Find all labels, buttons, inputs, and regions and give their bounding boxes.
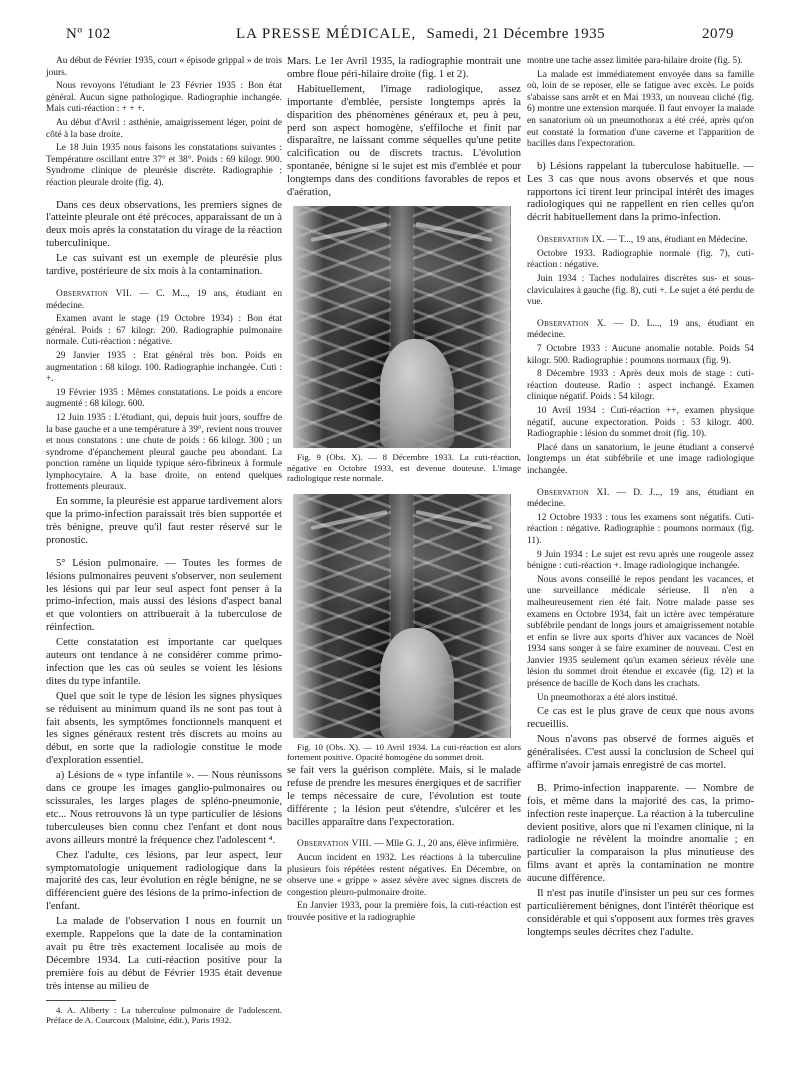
observation-subject: — D. L..., 19 ans, étudiant en médecine. [527,318,755,341]
paragraph: Chez l'adulte, ces lésions, par leur aspect, leur symptomatologie uniquement radiologique dans la majorité des cas, leur évolution en règle bénigne, ne se différencient guère des lésions de la primo-infection de l'enfant. [46,849,282,913]
xray-figure-10 [293,494,511,738]
observation-entry: 12 Octobre 1933 : tous les examens sont négatifs. Cuti-réaction : négative. Radiographie : poumons normaux (fig. 11). [527,512,754,546]
page-number: 2079 [702,26,734,42]
observation-heading [527,319,754,342]
paragraph: Nous n'avons pas observé de formes aiguës et généralisées. C'est aussi la conclusion de Scheel qui affirme n'avoir jamais enregistré de cas mortel. [527,734,754,771]
observation-entry: 8 Décembre 1933 : Après deux mois de stage : cuti-réaction douteuse. Radio : aspect inchangé. Examen clinique négatif. Poids : 54 kilogr. [527,369,754,403]
observation-entry: Aucun incident en 1932. Les réactions à la tuberculine plusieurs fois répétées restent négatives. En Décembre, on observe une « grippe » assez sévère avec signes discrets de congestion pleuro-pulmonaire droite. [287,853,521,898]
section-paragraph: B. Primo-infection inapparente. — Nombre de fois, et même dans la majorité des cas, la primo-infection reste inaperçue. La réaction à la tuberculine devient positive, alors que ni l'examen clinique, ni la radiologie ne révèlent la moindre anomalie ; en particulier la comparaison la plus minutieuse des films avant et après la contamination ne montre aucune différence. [527,782,754,885]
observation-entry: Placé dans un sanatorium, le jeune étudiant a conservé longtemps un état subfébrile et une image radiologique inchangée. [527,442,754,476]
observation-entry: 7 Octobre 1933 : Aucune anomalie notable. Poids 54 kilogr. 500. Radiographie : poumons normaux (fig. 9). [527,344,754,366]
footnote: 4. A. Aliberty : La tuberculose pulmonaire de l'adolescent. Préface de A. Courcoux (Maloine, édit.), Paris 1932. [46,1004,282,1026]
left-column [46,56,282,1028]
observation-subject: — D. J..., 19 ans, étudiant en médecine. [527,487,754,510]
paragraph: La malade de l'observation I nous en fournit un exemple. Rappelons que la date de la contamination avait pu être très exactement localisée au mois de Décembre 1934. La cuti-réaction positive pour la première fois au début de Février 1935 était devenue très intense au milieu de [46,916,282,992]
observation-entry: Un pneumothorax a été alors institué. [537,692,678,703]
paragraph: Au début d'Avril : asthénie, amaigrissement léger, point de côté à la base droite. [46,117,282,140]
paragraph: Ce cas est le plus grave de ceux que nous avons recueillis. [527,706,754,731]
paragraph: Quel que soit le type de lésion les signes physiques se réduisent au minimum quand ils ne sont pas tout à fait absents, les symptômes fonctionnels manquent et les signes généraux restent très discrets au moins au début, en sorte que la radiologie constitue le mode d'exploration essentiel. [46,690,282,767]
journal-title-line [236,26,605,43]
paragraph: Nous revoyons l'étudiant le 23 Février 1935 : Bon état général. Aucun signe pathologique. Radiographie inchangée. Mais cuti-réaction : + + +. [46,81,282,115]
observation-label: Observation IX. [537,235,605,246]
issue-date: Samedi, 21 Décembre 1935 [426,26,606,42]
observation-heading [527,235,754,247]
footnote-rule [46,1000,116,1001]
observation-entry: 12 Juin 1935 : L'étudiant, qui, depuis huit jours, souffre de la base gauche et a une température à 39°, revient nous trouver et nous constatons : une chute de poids : 66 kilogr. 300 ; un syndrome d'épanchement pleural gauche peu abondant. La ponction ramène un liquide typique séro-fibrineux à formule lymphocytaire. A la base droite, on entend quelques frottements pleuraux. [46,412,282,493]
xray-figure-9 [293,206,511,448]
section-paragraph: 5° Lésion pulmonaire. — Toutes les formes de lésions pulmonaires peuvent s'observer, non seulement les lésions qui par leur seul aspect font penser à la primo-infection, mais aussi des lésions d'aspect banal et que volontiers on attribuerait à la tuberculose de réinfection. [46,557,282,634]
observation-label: Observation XI. [537,487,610,498]
observation-entry: Nous avons conseillé le repos pendant les vacances, et une surveillance médicale sérieuse. Il n'en a malheureusement rien été fait. Notre malade passe ses examens en Octobre 1934, fait un ictère avec température subfébrile pendant de longs jours et amaigrissement notable et enfin se livre aux sports d'hiver aux vacances de Noël 1934 sans songer à se faire examiner de nouveau. C'est en Janvier 1935 seulement qu'un examen sérieux révèle une lésion du sommet droit étendue et excavée (fig. 12) et la présence de bacille de Koch dans les crachats. [527,574,754,690]
observation-entry: En Janvier 1933, pour la première fois, la cuti-réaction est trouvée positive et la radiographie [287,901,521,924]
paragraph: Le cas suivant est un exemple de pleurésie plus tardive, postérieure de six mois à la contamination. [46,253,282,278]
observation-heading [46,289,282,312]
observation-entry: 19 Février 1935 : Mêmes constatations. Le poids a encore augmenté : 68 kilogr. 600. [46,387,282,410]
paragraph: a) Lésions de « type infantile ». — Nous réunissons dans ce groupe les images ganglio-pulmonaires ou scissurales, les larges plages de spléno-pneumonie, etc... Nous retrouvons là un type particulier de lésions tuberculeuses bien connu chez l'enfant et dont nous avons ailleurs montré la fréquence chez l'adolescent ⁴. [46,770,282,846]
page-header [66,26,734,50]
observation-entry: Octobre 1933. Radiographie normale (fig. 7), cuti-réaction : négative. [527,248,754,271]
middle-column [287,56,521,927]
journal-title: LA PRESSE MÉDICALE, [236,26,417,42]
paragraph: Le 18 Juin 1935 nous faisons les constatations suivantes : Température oscillant entre 37° et 38°. Poids : 69 kilogr. 900. Syndrome clinique de pleurésie discrète. Radiographie : réaction pleurale droite (fig. 4). [46,143,282,188]
paragraph: En somme, la pleurésie est apparue tardivement alors que la primo-infection paraissait très bien supportée et très bénigne, preuve qu'il faut rester réservé sur le pronostic. [46,496,282,546]
paragraph: Habituellement, l'image radiologique, assez importante d'emblée, persiste longtemps après la disparition des phénomènes généraux et, peu à peu, perd son aspect homogène, s'effiloche et finit par disparaître, ne laissant comme séquelles qu'une petite calcification ou de discrets tractus. L'évolution spontanée, bénigne si le sujet est mis d'emblée et pour longtemps dans des conditions favorables de repos et d'aération, [287,83,521,199]
issue-number: Nº 102 [66,26,111,42]
paragraph: Cette constatation est importante car quelques auteurs ont tendance à ne considérer comme primo-infection que les cas où seules se voient les lésions dites du type infantile. [46,637,282,687]
observation-label: Observation X. [537,318,607,329]
figure-caption: Fig. 10 (Obs. X). — 10 Avril 1934. La cuti-réaction est alors fortement positive. Opacité homogène du sommet droit. [287,741,521,763]
observation-subject: — Mlle G. J., 20 ans, élève infirmière. [371,839,519,850]
paragraph: se fait vers la guérison complète. Mais, si le malade refuse de prendre les mesures énergiques et de sacrifier le temps nécessaire de cure, l'évolution est toute différente ; la lésion peut s'étendre, s'ulcérer et les bacilles apparaître dans l'expectoration. [287,764,521,828]
observation-entry: montre une tache assez limitée para-hilaire droite (fig. 5). [527,56,743,66]
section-paragraph: b) Lésions rappelant la tuberculose habituelle. — Les 3 cas que nous avons observés et que nous rapportons ici tirent leur principal intérêt des images radiologiques qui ne rappellent en rien celles qu'on décrit habituellement dans la primo-infection. [527,160,754,224]
paragraph: Mars. Le 1er Avril 1935, la radiographie montrait une ombre floue péri-hilaire droite (fig. 1 et 2). [287,56,521,80]
observation-entry: 10 Avril 1934 : Cuti-réaction ++, examen physique négatif, aucune expectoration. Poids : 53 kilogr. 400. Radiographie : lésion du sommet droit (fig. 10). [527,406,754,440]
observation-entry: Juin 1934 : Taches nodulaires discrètes sus- et sous-claviculaires à gauche (fig. 8), cuti +. Le sujet a été perdu de vue. [527,274,754,308]
observation-heading [287,839,521,851]
observation-label: Observation VIII. [297,839,372,850]
paragraph: Dans ces deux observations, les premiers signes de l'atteinte pleurale ont été précoces, apparaissant de un à deux mois après la constatation du virage de la réaction tuberculinique. [46,199,282,250]
figure-caption: Fig. 9 (Obs. X). — 8 Décembre 1933. La cuti-réaction, négative en Octobre 1933, est devenue douteuse. L'image radiologique reste normale. [287,451,521,484]
observation-entry: La malade est immédiatement envoyée dans sa famille où, loin de se reposer, elle se fatigue avec excès. Le poids s'abaisse sans arrêt et en Mai 1933, un nouveau cliché (fig. 6) montre une extension marquée. Il faut envoyer la malade en sanatorium où un pneumothorax a été créé, après qu'on eut constaté la formation d'une caverne et l'apparition de bacilles dans l'expectoration. [527,69,754,150]
observation-entry: 9 Juin 1934 : Le sujet est revu après une rougeole assez bénigne : cuti-réaction +. Image radiologique inchangée. [527,549,754,572]
right-column [527,56,754,942]
paragraph: Il n'est pas inutile d'insister un peu sur ces formes particulièrement bénignes, dont l'intérêt théorique est considérable et qui s'opposent aux formes très graves longtemps seules décrites chez l'adulte. [527,888,754,938]
observation-subject: — C. M..., 19 ans, étudiant en médecine. [46,288,283,311]
observation-heading [527,488,754,511]
observation-entry: 29 Janvier 1935 : Etat général très bon. Poids en augmentation : 68 kilogr. 100. Radiographie inchangée. Cuti : +. [46,350,282,385]
observation-entry: Examen avant le stage (19 Octobre 1934) : Bon état général. Poids : 67 kilogr. 200. Radiographie pulmonaire normale. Cuti-réaction : négative. [46,314,282,348]
paragraph: Au début de Février 1935, court « épisode grippal » de trois jours. [46,56,282,78]
observation-subject: — T..., 19 ans, étudiant en Médecine. [604,235,748,246]
observation-label: Observation VII. [56,288,133,299]
